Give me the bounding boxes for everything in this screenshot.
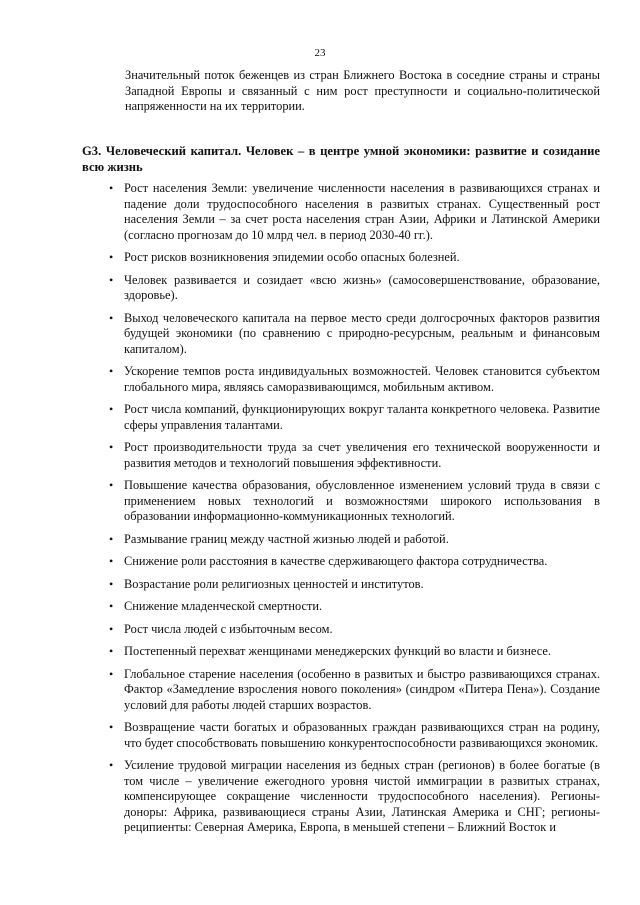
intro-paragraph: Значительный поток беженцев из стран Ближнего Востока в соседние страны и страны Западной Европы и связанный с ним рост преступности и социально-политической напряженности на их территории. (125, 68, 600, 113)
list-item-text: Рост населения Земли: увеличение численности населения в развивающихся странах и падение доли трудоспособного населения в развитых странах. Существенный рост населения Земли – за счет роста населения стран Азии, Африки и Латинской Америки (согласно прогнозам до 10 млрд чел. в период 2030-40 гг.). (124, 181, 600, 242)
list-item-text: Размывание границ между частной жизнью людей и работой. (124, 531, 449, 546)
bullet-icon: • (109, 758, 114, 772)
bullet-icon: • (109, 250, 114, 264)
list-item-text: Рост производительности труда за счет увеличения его технической вооруженности и развития методов и технологий повышения эффективности. (124, 440, 600, 470)
list-item-text: Возрастание роли религиозных ценностей и институтов. (124, 576, 424, 591)
section-heading: G3. Человеческий капитал. Человек – в центре умной экономики: развитие и созидание всю жизнь (82, 144, 600, 174)
bullet-icon: • (109, 621, 114, 636)
bullet-icon: • (109, 720, 114, 734)
bullet-icon: • (109, 310, 114, 325)
list-item (109, 554, 600, 570)
bullet-list (0, 181, 640, 843)
list-item-text: Снижение младенческой смертности. (124, 599, 323, 613)
list-item-text: Снижение роли расстояния в качестве сдерживающего фактора сотрудничества. (124, 554, 548, 568)
bullet-icon: • (109, 599, 114, 613)
list-item (109, 181, 600, 243)
list-item (109, 478, 600, 525)
list-item (109, 272, 600, 304)
list-item-text: Рост рисков возникновения эпидемии особо опасных болезней. (124, 250, 460, 264)
bullet-icon: • (109, 531, 114, 546)
list-item (109, 621, 600, 638)
list-item (109, 440, 600, 471)
list-item-text: Глобальное старение населения (особенно в развитых и быстро развивающихся странах. Фактор «Замедление взросления нового поколения» (синдром «Питера Пена»). Создание условий для работы людей старших возрастов. (124, 666, 600, 712)
bullet-icon: • (109, 364, 114, 378)
list-item (109, 644, 600, 660)
list-item (109, 250, 600, 266)
page-number: 23 (314, 47, 326, 59)
list-item (109, 666, 600, 714)
list-item (109, 310, 600, 358)
bullet-icon: • (109, 272, 114, 287)
list-item-text: Выход человеческого капитала на первое место среди долгосрочных факторов развития будущей экономики (по сравнению с природно-ресурсным, реальным и финансовым капиталом). (124, 310, 600, 356)
list-item (109, 720, 600, 751)
list-item-text: Возвращение части богатых и образованных граждан развивающихся стран на родину, что будет способствовать повышению конкурентоспособности развивающихся экономик. (124, 720, 600, 750)
list-item-text: Человек развивается и созидает «всю жизнь» (самосовершенствование, образование, здоровье). (124, 272, 600, 302)
list-item-text: Постепенный перехват женщинами менеджерских функций во власти и бизнесе. (124, 644, 551, 658)
list-item-text: Рост числа людей с избыточным весом. (124, 621, 333, 636)
bullet-icon: • (109, 576, 114, 591)
list-item-text: Рост числа компаний, функционирующих вокруг таланта конкретного человека. Развитие сферы управления талантами. (124, 402, 600, 432)
list-item (109, 758, 600, 836)
list-item (109, 576, 600, 593)
list-item (109, 531, 600, 548)
list-item (109, 599, 600, 615)
list-item (109, 364, 600, 395)
list-item-text: Ускорение темпов роста индивидуальных возможностей. Человек становится субъектом глобального мира, являясь саморазвивающимся, мобильным активом. (124, 364, 600, 394)
bullet-icon: • (109, 644, 114, 658)
bullet-icon: • (109, 666, 114, 681)
bullet-icon: • (109, 181, 114, 195)
bullet-icon: • (109, 554, 114, 568)
list-item-text: Усиление трудовой миграции населения из бедных стран (регионов) в более богатые (в том числе – увеличение ежегодного уровня чистой иммиграции в развитых странах, компенсирующее сокращение численности трудоспособного населения). Регионы-доноры: Африка, развивающиеся страны Азии, Латинская Америка и СНГ; регионы-реципиенты: Северная Америка, Европа, в меньшей степени – Ближний Восток и (124, 758, 600, 834)
bullet-icon: • (109, 402, 114, 416)
list-item (109, 402, 600, 433)
list-item-text: Повышение качества образования, обусловленное изменением условий труда в связи с применением новых технологий и возможностями широкого использования в образовании информационно-коммуникационных технологий. (124, 478, 600, 523)
bullet-icon: • (109, 440, 114, 454)
bullet-icon: • (109, 478, 114, 492)
